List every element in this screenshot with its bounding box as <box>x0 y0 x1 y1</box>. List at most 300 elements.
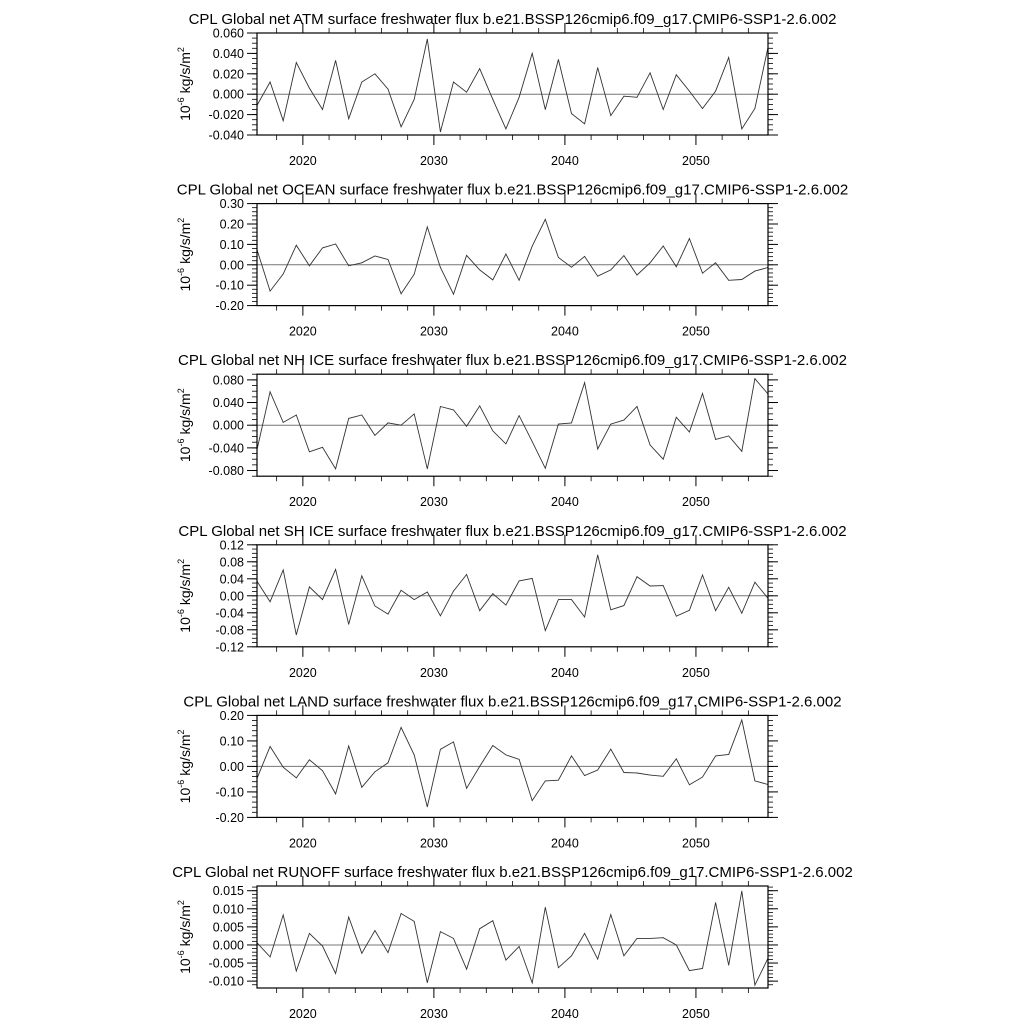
data-point <box>741 451 742 452</box>
y-tick-label: 0.000 <box>212 87 244 102</box>
data-point <box>283 570 284 571</box>
data-point <box>637 406 638 407</box>
chart-panel <box>176 523 847 680</box>
data-point <box>453 410 454 411</box>
x-tick-label: 2020 <box>288 665 317 680</box>
x-tick-label: 2030 <box>419 1007 448 1021</box>
data-point <box>296 635 297 636</box>
y-tick-label: 0.010 <box>212 902 244 917</box>
y-axis-label-unit: kg/s/m <box>177 734 193 776</box>
data-point <box>453 82 454 83</box>
data-point <box>702 968 703 969</box>
data-point <box>492 99 493 100</box>
data-point <box>532 800 533 801</box>
y-tick-label: 0.20 <box>219 217 244 232</box>
data-point <box>558 59 559 60</box>
data-point <box>348 746 349 747</box>
data-point <box>479 610 480 611</box>
data-point <box>270 82 271 83</box>
y-axis-label <box>176 559 193 633</box>
y-tick-label: 0.000 <box>212 938 244 953</box>
panel-title: CPL Global net LAND surface freshwater flux b.e21.BSSP126cmip6.f09_g17.CMIP6-SSP1-2.6.002 <box>183 693 842 711</box>
data-point <box>610 749 611 750</box>
y-tick-label: 0.00 <box>219 258 244 273</box>
y-tick-label: -0.040 <box>208 441 244 456</box>
y-tick-label: 0.00 <box>219 759 244 774</box>
data-point <box>388 614 389 615</box>
y-axis-label-unit: kg/s/m <box>177 905 193 947</box>
data-point <box>571 267 572 268</box>
data-point <box>584 617 585 618</box>
data-point <box>270 391 271 392</box>
x-tick-label: 2030 <box>419 154 448 168</box>
y-axis-label-exp: -6 <box>176 267 186 276</box>
data-point <box>466 788 467 789</box>
data-point <box>309 933 310 934</box>
data-point <box>610 609 611 610</box>
y-tick-label: -0.20 <box>215 299 244 314</box>
y-tick-label: 0.020 <box>212 67 244 82</box>
data-point <box>663 937 664 938</box>
series-line <box>257 39 768 132</box>
data-point <box>427 807 428 808</box>
y-tick-label: 0.10 <box>219 237 244 252</box>
data-point <box>663 109 664 110</box>
data-point <box>492 745 493 746</box>
data-point <box>519 581 520 582</box>
data-point <box>597 449 598 450</box>
data-point <box>545 468 546 469</box>
y-axis-label-exp: -6 <box>176 609 186 618</box>
data-point <box>348 624 349 625</box>
data-point <box>741 129 742 130</box>
y-axis-label-exp: -6 <box>176 779 186 788</box>
data-point <box>492 280 493 281</box>
y-tick-label: -0.10 <box>215 785 244 800</box>
data-point <box>361 82 362 83</box>
data-point <box>401 126 402 127</box>
x-tick-label: 2050 <box>682 324 710 339</box>
data-point <box>322 447 323 448</box>
data-point <box>479 406 480 407</box>
x-tick-label: 2040 <box>551 1007 579 1021</box>
data-point <box>309 88 310 89</box>
x-tick-label: 2030 <box>419 495 448 510</box>
data-point <box>479 270 480 271</box>
data-point <box>741 891 742 892</box>
x-tick-label: 2040 <box>551 324 579 339</box>
data-point <box>401 913 402 914</box>
data-point <box>322 599 323 600</box>
data-point <box>610 115 611 116</box>
data-point <box>427 982 428 983</box>
panel-title: CPL Global net SH ICE surface freshwater flux b.e21.BSSP126cmip6.f09_g17.CMIP6-SSP1-2.6.002 <box>178 522 847 540</box>
data-point <box>388 423 389 424</box>
data-point <box>479 68 480 69</box>
data-point <box>309 759 310 760</box>
data-point <box>335 973 336 974</box>
data-point <box>689 970 690 971</box>
data-point <box>388 762 389 763</box>
data-point <box>689 784 690 785</box>
data-point <box>453 591 454 592</box>
data-point <box>624 255 625 256</box>
y-axis-label-unit-exp: 2 <box>176 388 186 394</box>
data-point <box>624 955 625 956</box>
x-tick-label: 2050 <box>682 665 710 680</box>
data-point <box>650 775 651 776</box>
panel-title: CPL Global net NH ICE surface freshwater flux b.e21.BSSP126cmip6.f09_g17.CMIP6-SSP1-2.6.002 <box>178 352 847 370</box>
x-tick-label: 2020 <box>288 154 317 168</box>
data-point <box>492 593 493 594</box>
data-point <box>584 123 585 124</box>
data-point <box>663 246 664 247</box>
data-point <box>440 615 441 616</box>
y-tick-label: -0.020 <box>208 108 244 123</box>
data-point <box>715 91 716 92</box>
x-tick-label: 2030 <box>419 836 448 851</box>
data-point <box>650 938 651 939</box>
data-point <box>558 780 559 781</box>
y-tick-label: -0.12 <box>215 640 244 655</box>
data-point <box>558 424 559 425</box>
data-point <box>440 406 441 407</box>
data-point <box>676 266 677 267</box>
data-point <box>584 382 585 383</box>
data-point <box>375 930 376 931</box>
data-point <box>296 778 297 779</box>
y-axis-label-unit-exp: 2 <box>176 217 186 223</box>
data-point <box>506 254 507 255</box>
data-point <box>558 967 559 968</box>
data-point <box>597 555 598 556</box>
data-point <box>506 755 507 756</box>
data-point <box>270 746 271 747</box>
data-point <box>283 915 284 916</box>
data-point <box>296 245 297 246</box>
data-point <box>728 587 729 588</box>
plot-frame <box>257 33 768 135</box>
panel-title: CPL Global net ATM surface freshwater flux b.e21.BSSP126cmip6.f09_g17.CMIP6-SSP1-2.6.002 <box>188 11 837 28</box>
data-point <box>375 435 376 436</box>
data-point <box>506 960 507 961</box>
x-tick-label: 2050 <box>682 154 710 168</box>
data-point <box>597 276 598 277</box>
data-point <box>506 444 507 445</box>
data-point <box>676 616 677 617</box>
panel-title: CPL Global net RUNOFF surface freshwater flux b.e21.BSSP126cmip6.f09_g17.CMIP6-SSP1-2.6.002 <box>172 864 853 881</box>
y-tick-label: 0.080 <box>212 373 244 388</box>
y-tick-label: 0.30 <box>219 197 244 212</box>
data-point <box>610 424 611 425</box>
series-line <box>257 555 768 635</box>
data-point <box>283 767 284 768</box>
data-point <box>361 787 362 788</box>
data-point <box>702 273 703 274</box>
data-point <box>519 280 520 281</box>
y-axis-label-exp: -6 <box>176 950 186 959</box>
x-tick-label: 2030 <box>419 665 448 680</box>
data-point <box>637 773 638 774</box>
data-point <box>283 120 284 121</box>
y-tick-label: 0.08 <box>219 555 244 570</box>
series-line <box>257 720 768 807</box>
data-point <box>650 586 651 587</box>
data-point <box>335 60 336 61</box>
y-tick-label: 0.040 <box>212 396 244 411</box>
data-point <box>401 425 402 426</box>
y-axis-label <box>176 900 193 974</box>
data-point <box>728 280 729 281</box>
data-point <box>283 274 284 275</box>
y-tick-label: 0.20 <box>219 708 244 723</box>
data-point <box>663 776 664 777</box>
data-point <box>414 599 415 600</box>
data-point <box>466 255 467 256</box>
data-point <box>427 39 428 40</box>
data-point <box>689 610 690 611</box>
data-point <box>597 959 598 960</box>
data-point <box>296 62 297 63</box>
chart-panel <box>176 352 847 509</box>
data-point <box>755 781 756 782</box>
data-point <box>388 259 389 260</box>
x-tick-label: 2040 <box>551 154 579 168</box>
x-tick-label: 2020 <box>288 495 317 510</box>
y-tick-label: 0.040 <box>212 46 244 61</box>
data-point <box>270 291 271 292</box>
data-point <box>519 946 520 947</box>
data-point <box>637 938 638 939</box>
data-point <box>702 575 703 576</box>
data-point <box>728 57 729 58</box>
y-axis-label <box>176 47 193 121</box>
data-point <box>375 73 376 74</box>
data-point <box>414 755 415 756</box>
data-point <box>453 742 454 743</box>
data-point <box>532 53 533 54</box>
data-point <box>296 415 297 416</box>
data-point <box>624 605 625 606</box>
data-point <box>741 720 742 721</box>
y-tick-label: -0.040 <box>208 128 244 143</box>
data-point <box>519 415 520 416</box>
y-tick-label: -0.08 <box>215 623 244 638</box>
data-point <box>545 781 546 782</box>
data-point <box>453 294 454 295</box>
data-point <box>532 578 533 579</box>
data-point <box>545 907 546 908</box>
data-point <box>414 414 415 415</box>
data-point <box>741 613 742 614</box>
y-tick-label: 0.060 <box>212 26 244 41</box>
x-tick-label: 2040 <box>551 495 579 510</box>
data-point <box>296 971 297 972</box>
data-point <box>728 965 729 966</box>
x-tick-label: 2050 <box>682 1007 710 1021</box>
y-axis-label <box>176 218 193 292</box>
y-tick-label: 0.04 <box>219 572 244 587</box>
data-point <box>322 109 323 110</box>
data-point <box>479 766 480 767</box>
data-point <box>506 605 507 606</box>
data-point <box>466 92 467 93</box>
x-tick-label: 2050 <box>682 836 710 851</box>
data-point <box>597 770 598 771</box>
data-point <box>715 902 716 903</box>
data-point <box>610 914 611 915</box>
data-point <box>755 378 756 379</box>
data-point <box>283 422 284 423</box>
x-tick-label: 2040 <box>551 665 579 680</box>
series-line <box>257 219 768 294</box>
data-point <box>375 771 376 772</box>
data-point <box>610 270 611 271</box>
series-line <box>257 891 768 985</box>
data-point <box>309 451 310 452</box>
data-point <box>519 97 520 98</box>
data-point <box>689 238 690 239</box>
data-point <box>427 468 428 469</box>
data-point <box>755 582 756 583</box>
data-point <box>532 441 533 442</box>
data-point <box>571 423 572 424</box>
y-axis-label-unit: kg/s/m <box>177 393 193 435</box>
data-point <box>270 601 271 602</box>
data-point <box>545 109 546 110</box>
data-point <box>388 89 389 90</box>
data-point <box>571 113 572 114</box>
y-tick-label: -0.20 <box>215 810 244 825</box>
data-point <box>558 599 559 600</box>
data-point <box>479 928 480 929</box>
data-point <box>676 417 677 418</box>
y-axis-label <box>176 388 193 462</box>
x-tick-label: 2020 <box>288 836 317 851</box>
data-point <box>401 590 402 591</box>
y-tick-label: 0.005 <box>212 920 244 935</box>
data-point <box>584 775 585 776</box>
data-point <box>571 955 572 956</box>
chart-panel <box>176 11 836 168</box>
data-point <box>702 777 703 778</box>
data-point <box>322 946 323 947</box>
data-point <box>571 756 572 757</box>
data-point <box>427 592 428 593</box>
data-point <box>624 772 625 773</box>
data-point <box>414 274 415 275</box>
data-point <box>715 262 716 263</box>
chart-panel <box>172 864 853 1021</box>
data-point <box>335 569 336 570</box>
data-point <box>388 952 389 953</box>
data-point <box>348 118 349 119</box>
data-point <box>322 770 323 771</box>
data-point <box>401 727 402 728</box>
data-point <box>728 754 729 755</box>
data-point <box>728 436 729 437</box>
data-point <box>348 917 349 918</box>
data-point <box>506 129 507 130</box>
y-axis-label <box>176 729 193 803</box>
data-point <box>663 585 664 586</box>
data-point <box>650 72 651 73</box>
data-point <box>637 97 638 98</box>
data-point <box>597 67 598 68</box>
data-point <box>650 262 651 263</box>
data-point <box>466 969 467 970</box>
data-point <box>519 759 520 760</box>
data-point <box>335 468 336 469</box>
data-point <box>637 275 638 276</box>
y-axis-label-unit-exp: 2 <box>176 729 186 735</box>
y-axis-label-unit-exp: 2 <box>176 47 186 53</box>
y-axis-label-unit: kg/s/m <box>177 52 193 94</box>
plot-frame <box>257 204 768 306</box>
data-point <box>440 931 441 932</box>
series-line <box>257 379 768 469</box>
data-point <box>545 630 546 631</box>
data-point <box>322 248 323 249</box>
data-point <box>309 265 310 266</box>
plot-frame <box>257 886 768 988</box>
data-point <box>361 262 362 263</box>
chart-panel <box>176 182 848 339</box>
data-point <box>427 227 428 228</box>
data-point <box>532 246 533 247</box>
y-axis-label-base: 10 <box>177 446 193 463</box>
y-axis-label-base: 10 <box>177 617 193 633</box>
x-tick-label: 2020 <box>288 324 317 339</box>
data-point <box>532 983 533 984</box>
data-point <box>440 749 441 750</box>
y-tick-label: 0.000 <box>212 418 244 433</box>
data-point <box>492 920 493 921</box>
y-tick-label: -0.04 <box>215 606 244 621</box>
data-point <box>755 271 756 272</box>
x-tick-label: 2050 <box>682 495 710 510</box>
y-tick-label: -0.10 <box>215 278 244 293</box>
data-point <box>637 576 638 577</box>
y-tick-label: 0.015 <box>212 884 244 899</box>
data-point <box>624 96 625 97</box>
data-point <box>401 293 402 294</box>
panel-title: CPL Global net OCEAN surface freshwater flux b.e21.BSSP126cmip6.f09_g17.CMIP6-SSP1-2.6.002 <box>176 181 849 199</box>
y-axis-label-base: 10 <box>177 275 193 292</box>
x-tick-label: 2040 <box>551 836 579 851</box>
y-axis-label-base: 10 <box>177 787 193 804</box>
data-point <box>270 957 271 958</box>
y-tick-label: -0.005 <box>208 956 244 971</box>
data-point <box>755 108 756 109</box>
data-point <box>676 945 677 946</box>
chart-panel <box>176 693 842 850</box>
y-axis-label-unit-exp: 2 <box>176 558 186 564</box>
data-point <box>466 574 467 575</box>
data-point <box>335 794 336 795</box>
y-axis-label-exp: -6 <box>176 438 186 447</box>
data-point <box>545 219 546 220</box>
data-point <box>715 756 716 757</box>
data-point <box>348 418 349 419</box>
data-point <box>584 933 585 934</box>
data-point <box>702 393 703 394</box>
y-axis-label-base: 10 <box>177 958 193 974</box>
data-point <box>375 606 376 607</box>
data-point <box>361 575 362 576</box>
x-tick-label: 2030 <box>419 324 448 339</box>
y-axis-label-exp: -6 <box>176 97 186 106</box>
